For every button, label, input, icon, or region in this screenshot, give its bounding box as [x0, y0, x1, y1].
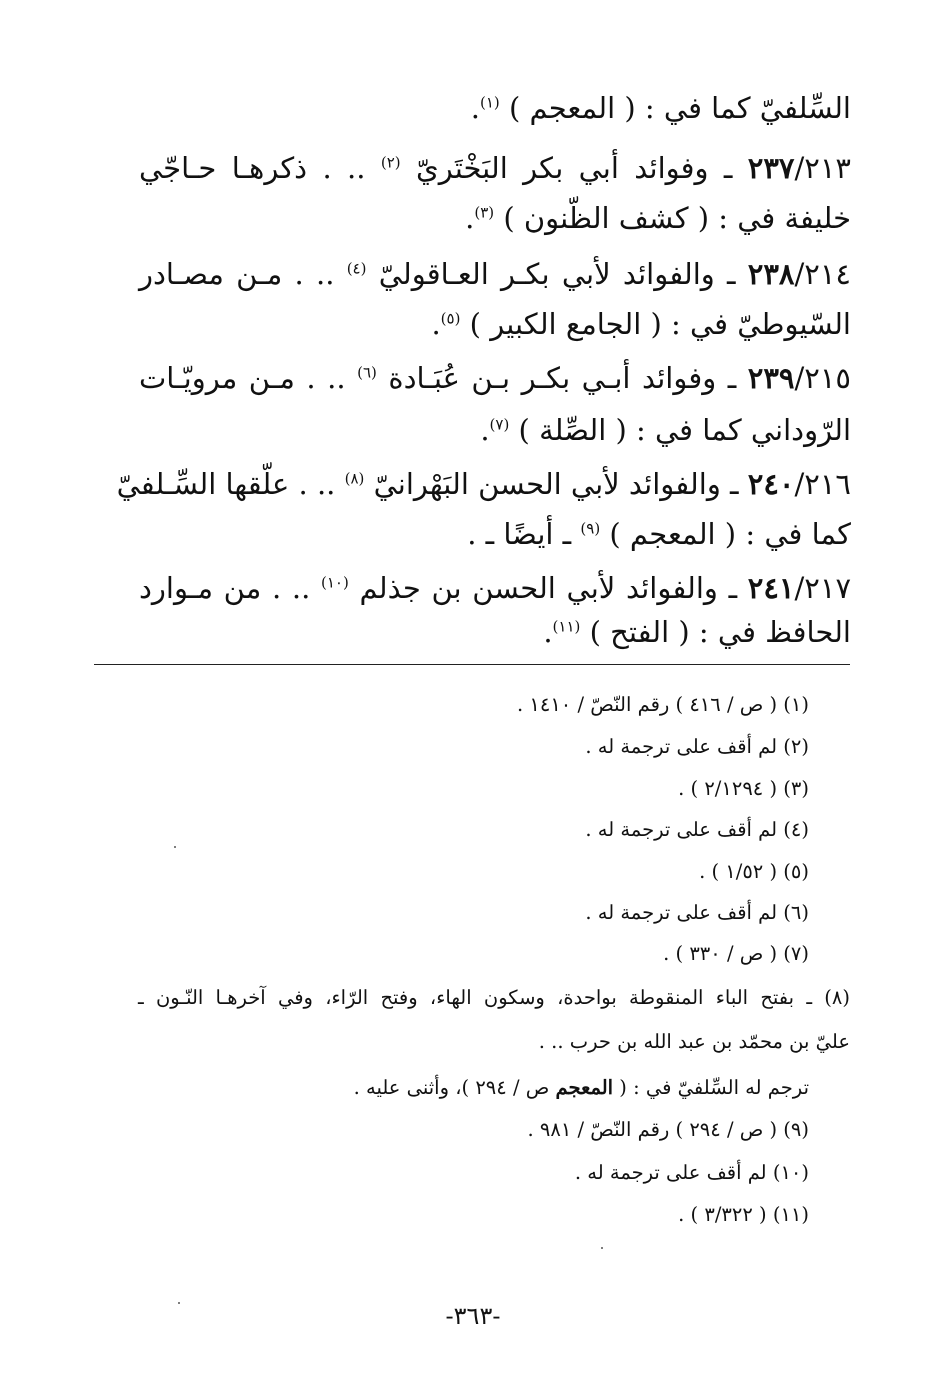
footnote-marker: (٤) — [346, 259, 367, 278]
entry-240: ٢٤٠/٢١٦ ـ والفوائد لأبي الحسن البَهْرانيّ $^{(٨)}$ .. . علّقها السِّـلفيّ — [116, 467, 851, 501]
footnote-separator — [94, 664, 850, 665]
footnote-5: (٥) ( ١/٥٢ ) . — [699, 860, 809, 883]
footnote-8-continuation: عليّ بن محمّد بن عبد الله بن حرب .. . — [538, 1030, 850, 1053]
footnote-8-translation: ترجم له السِّلفيّ في : ( المعجم ص / ٢٩٤ )، وأثنى عليه . — [353, 1076, 809, 1099]
text-line: خليفة في : ( كشف الظّنون ) $^{(٣)}$. — [465, 201, 851, 235]
scan-speck — [601, 1247, 603, 1249]
text-line: الرّوداني كما في : ( الصِّلة ) $^{(٧)}$. — [480, 413, 851, 447]
text-line: الحافظ في : ( الفتح ) $^{(١١)}$. — [543, 615, 851, 649]
footnote-marker: (١١) — [552, 617, 581, 636]
entry-number: ٢٣٨ — [747, 257, 795, 291]
entry-239: ٢٣٩/٢١٥ ـ وفوائد أبـي بكـر بـن عُبَـادة $^{(٦)}$ .. . مـن مرويّـات — [139, 361, 851, 395]
footnote-9: (٩) ( ص / ٢٩٤ ) رقم النّصّ / ٩٨١ . — [527, 1118, 809, 1141]
scan-speck — [178, 1302, 180, 1304]
footnote-marker: (٢) — [380, 153, 401, 172]
footnote-6: (٦) لم أقف على ترجمة له . — [585, 901, 809, 924]
footnote-7: (٧) ( ص / ٣٣٠ ) . — [663, 942, 809, 965]
footnote-2: (٢) لم أقف على ترجمة له . — [585, 735, 809, 758]
entry-number: ٢٣٩ — [747, 361, 795, 395]
footnote-4: (٤) لم أقف على ترجمة له . — [585, 818, 809, 841]
book-title: المعجم — [555, 1076, 614, 1099]
footnote-10: (١٠) لم أقف على ترجمة له . — [574, 1161, 809, 1184]
footnote-marker: (٥) — [440, 309, 461, 328]
text-line: كما في : ( المعجم ) $^{(٩)}$ ـ أيضًا ـ . — [467, 517, 851, 551]
footnote-marker: (٧) — [489, 415, 510, 434]
footnote-marker: (٦) — [357, 363, 377, 382]
footnote-3: (٣) ( ٢/١٢٩٤ ) . — [678, 777, 809, 800]
entry-238: ٢٣٨/٢١٤ ـ والفوائد لأبي بكـر العـاقوليّ $^{(٤)}$ .. . مـن مصـادر — [139, 257, 851, 291]
text-line: السِّلفيّ كما في : ( المعجم ) $^{(١)}$. — [470, 91, 851, 125]
scan-speck — [174, 846, 176, 848]
footnote-11: (١١) ( ٣/٣٢٢ ) . — [678, 1203, 809, 1226]
footnote-marker: (٨) — [344, 469, 365, 488]
entry-number: ٢٣٧ — [747, 151, 795, 185]
footnote-marker: (٩) — [580, 519, 601, 538]
footnote-marker: (١٠) — [320, 573, 349, 592]
entry-237: ٢٣٧/٢١٣ ـ وفوائد أبي بكر البَخْتَريّ $^{(٢)}$ .. . ذكرهـا حـاجّي — [139, 151, 851, 185]
footnote-8: (٨) ـ بفتح الباء المنقوطة بواحدة، وسكون الهاء، وفتح الرّاء، وفي آخرهـا النّـون ـ — [138, 986, 850, 1009]
text-line: السّيوطيّ في : ( الجامع الكبير ) $^{(٥)}$. — [431, 307, 851, 341]
entry-241: ٢٤١/٢١٧ ـ والفوائد لأبي الحسن بن جذلم $^{(١٠)}$ .. . من مـوارد — [139, 571, 852, 605]
entry-number: ٢٤١ — [747, 571, 795, 605]
page-number: -٣٦٣- — [445, 1302, 501, 1330]
entry-number: ٢٤٠ — [747, 467, 795, 501]
footnote-1: (١) ( ص / ٤١٦ ) رقم النّصّ / ١٤١٠ . — [516, 693, 809, 716]
footnote-marker: (١) — [479, 93, 500, 112]
footnote-marker: (٣) — [474, 203, 495, 222]
